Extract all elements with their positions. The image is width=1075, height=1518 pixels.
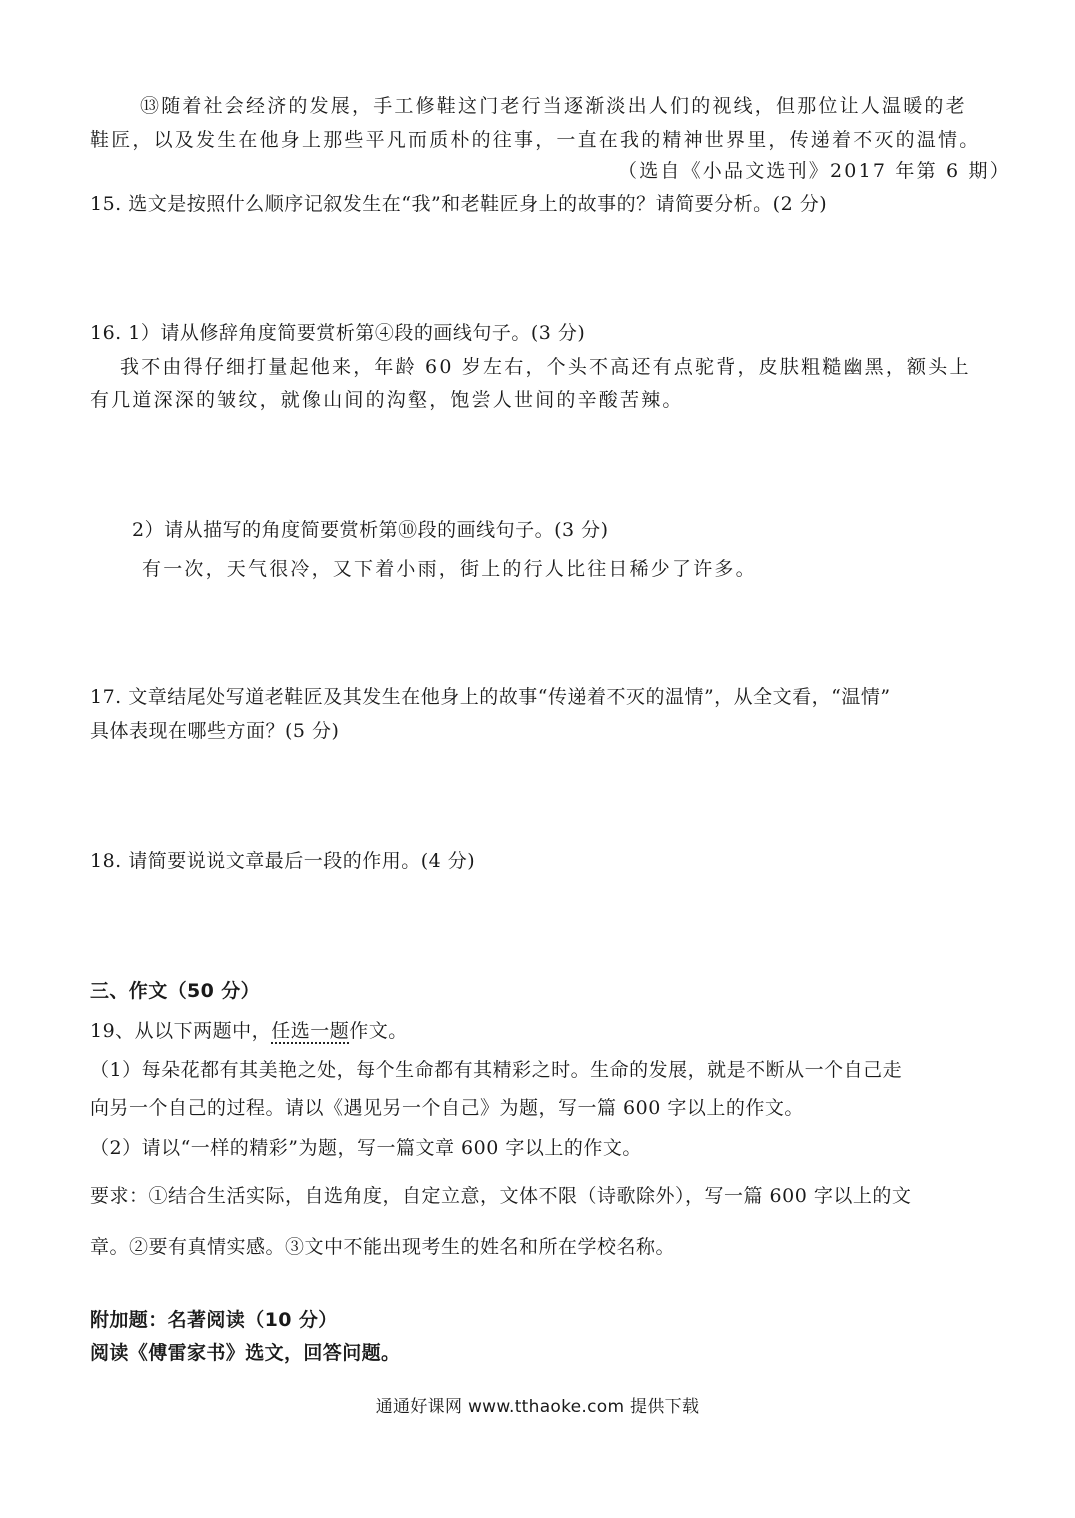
- question-19: [90, 1018, 408, 1044]
- passage-source: （选自《小品文选刊》2017 年第 6 期）: [618, 160, 1011, 182]
- question-17-line-1: 17. 文章结尾处写道老鞋匠及其发生在他身上的故事“传递着不灭的温情”，从全文看，“温情”: [90, 686, 891, 708]
- question-16-part-1: 16. 1）请从修辞角度简要赏析第④段的画线句子。(3 分): [90, 322, 586, 344]
- bonus-heading: 附加题：名著阅读（10 分）: [90, 1309, 338, 1331]
- question-16-part-2-quote: 有一次，天气很冷，又下着小雨，街上的行人比往日稀少了许多。: [142, 558, 757, 580]
- composition-option-1-line-1: （1）每朵花都有其美艳之处，每个生命都有其精彩之时。生命的发展，就是不断从一个自己走: [90, 1059, 903, 1081]
- footer-download-note: 通通好课网 www.tthaoke.com 提供下载: [375, 1397, 700, 1417]
- question-19-emphasis: 任选一题: [271, 1020, 350, 1042]
- question-16-part-1-quote-line-2: 有几道深深的皱纹，就像山间的沟壑，饱尝人世间的辛酸苦辣。: [90, 389, 684, 411]
- composition-option-2: （2）请以“一样的精彩”为题，写一篇文章 600 字以上的作文。: [90, 1137, 642, 1159]
- question-19-suffix: 作文。: [349, 1020, 408, 1042]
- passage-paragraph-13-line-1: ⑬随着社会经济的发展，手工修鞋这门老行当逐渐淡出人们的视线，但那位让人温暖的老: [140, 95, 967, 117]
- composition-requirements-line-1: 要求：①结合生活实际，自选角度，自定立意，文体不限（诗歌除外），写一篇 600 字以上的文: [90, 1185, 912, 1207]
- question-16-part-2: 2）请从描写的角度简要赏析第⑩段的画线句子。(3 分): [132, 519, 609, 541]
- question-18: 18. 请简要说说文章最后一段的作用。(4 分): [90, 850, 476, 872]
- bonus-instruction: 阅读《傅雷家书》选文，回答问题。: [90, 1342, 401, 1364]
- composition-option-1-line-2: 向另一个自己的过程。请以《遇见另一个自己》为题，写一篇 600 字以上的作文。: [90, 1097, 804, 1119]
- question-19-prefix: 19、从以下两题中，: [90, 1020, 272, 1042]
- composition-requirements-line-2: 章。②要有真情实感。③文中不能出现考生的姓名和所在学校名称。: [90, 1236, 676, 1258]
- question-17-line-2: 具体表现在哪些方面？(5 分): [90, 720, 340, 742]
- composition-heading: 三、作文（50 分）: [90, 980, 261, 1002]
- passage-paragraph-13-line-2: 鞋匠，以及发生在他身上那些平凡而质朴的往事，一直在我的精神世界里，传递着不灭的温情。: [90, 129, 981, 151]
- question-15: 15. 选文是按照什么顺序记叙发生在“我”和老鞋匠身上的故事的？请简要分析。(2 分): [90, 193, 828, 215]
- question-16-part-1-quote-line-1: 我不由得仔细打量起他来，年龄 60 岁左右，个头不高还有点驼背，皮肤粗糙幽黑，额头上: [120, 356, 971, 378]
